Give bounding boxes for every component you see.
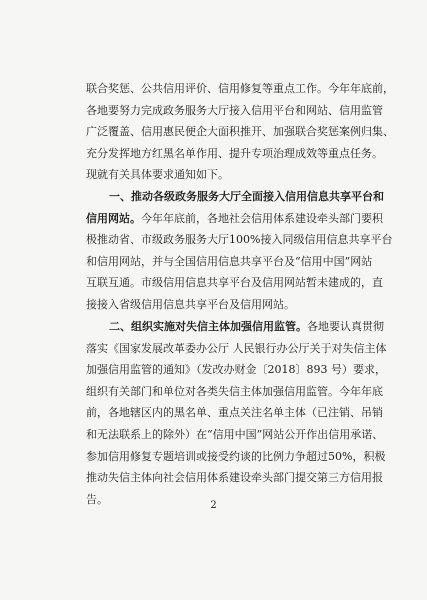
paragraph-section-1	[86, 186, 393, 316]
text-line: 接接入省级信用信息共享平台及信用网站。	[86, 297, 295, 311]
text-line: 和信用网站，并与全国信用信息共享平台及“信用中国”网站	[86, 254, 373, 268]
text-line: 互联互通。市级信用信息共享平台及信用网站暂未建成的，直	[86, 276, 383, 290]
text-line: 充分发挥地方红黑名单作用、提升专项治理成效等重点任务。	[86, 146, 383, 160]
paragraph-intro	[86, 78, 394, 186]
section-1-body-start: 今年年底前，各地社会信用体系建设牵头部门要积	[141, 211, 383, 225]
text-line: 加强信用监管的通知》（发改办财金〔2018〕893 号）要求，	[86, 363, 386, 377]
text-line: 推动失信主体向社会信用体系建设牵头部门提交第三方信用报	[86, 471, 383, 485]
section-2-body-start: 各地要认真贯彻	[307, 320, 384, 333]
section-1-heading-line	[86, 186, 384, 208]
text-line: 落实《国家发展改革委办公厅 人民银行办公厅关于对失信主体	[86, 341, 387, 355]
section-1-heading-cont: 信用网站。	[86, 211, 141, 225]
text-line: 组织有关部门和单位对各类失信主体加强信用监管。今年年底	[86, 384, 383, 398]
text-line: 极推动省、市级政务服务大厅100%接入同级信用信息共享平台	[86, 233, 393, 247]
text-line: 联合奖惩、公共信用评价、信用修复等重点工作。今年年底前，	[86, 82, 394, 95]
text-line: 现就有关具体要求通知如下。	[86, 168, 229, 182]
text-line: 各地要努力完成政务服务大厅接入信用平台和网站、信用监管	[86, 103, 383, 117]
page-number: 2	[210, 500, 217, 511]
text-line: 告。	[86, 492, 108, 506]
text-line: 前，各地辖区内的黑名单、重点关注名单主体（已注销、吊销	[86, 406, 383, 420]
text-line: 和无法联系上的除外）在“信用中国”网站公开作出信用承诺、	[86, 427, 384, 441]
text-line: 参加信用修复专题培训或接受约谈的比例力争超过50%，积极	[86, 449, 386, 463]
text-line: 广泛覆盖、信用惠民便企大面积推开、加强联合奖惩案例归集、	[86, 125, 394, 139]
section-1-line-2	[86, 208, 383, 230]
paragraph-section-2	[86, 316, 387, 510]
section-1-heading: 一、推动各级政务服务大厅全面接入信用信息共享平台和	[109, 190, 384, 203]
section-2-heading: 二、组织实施对失信主体加强信用监管。	[109, 320, 307, 333]
section-2-heading-line	[86, 316, 384, 338]
